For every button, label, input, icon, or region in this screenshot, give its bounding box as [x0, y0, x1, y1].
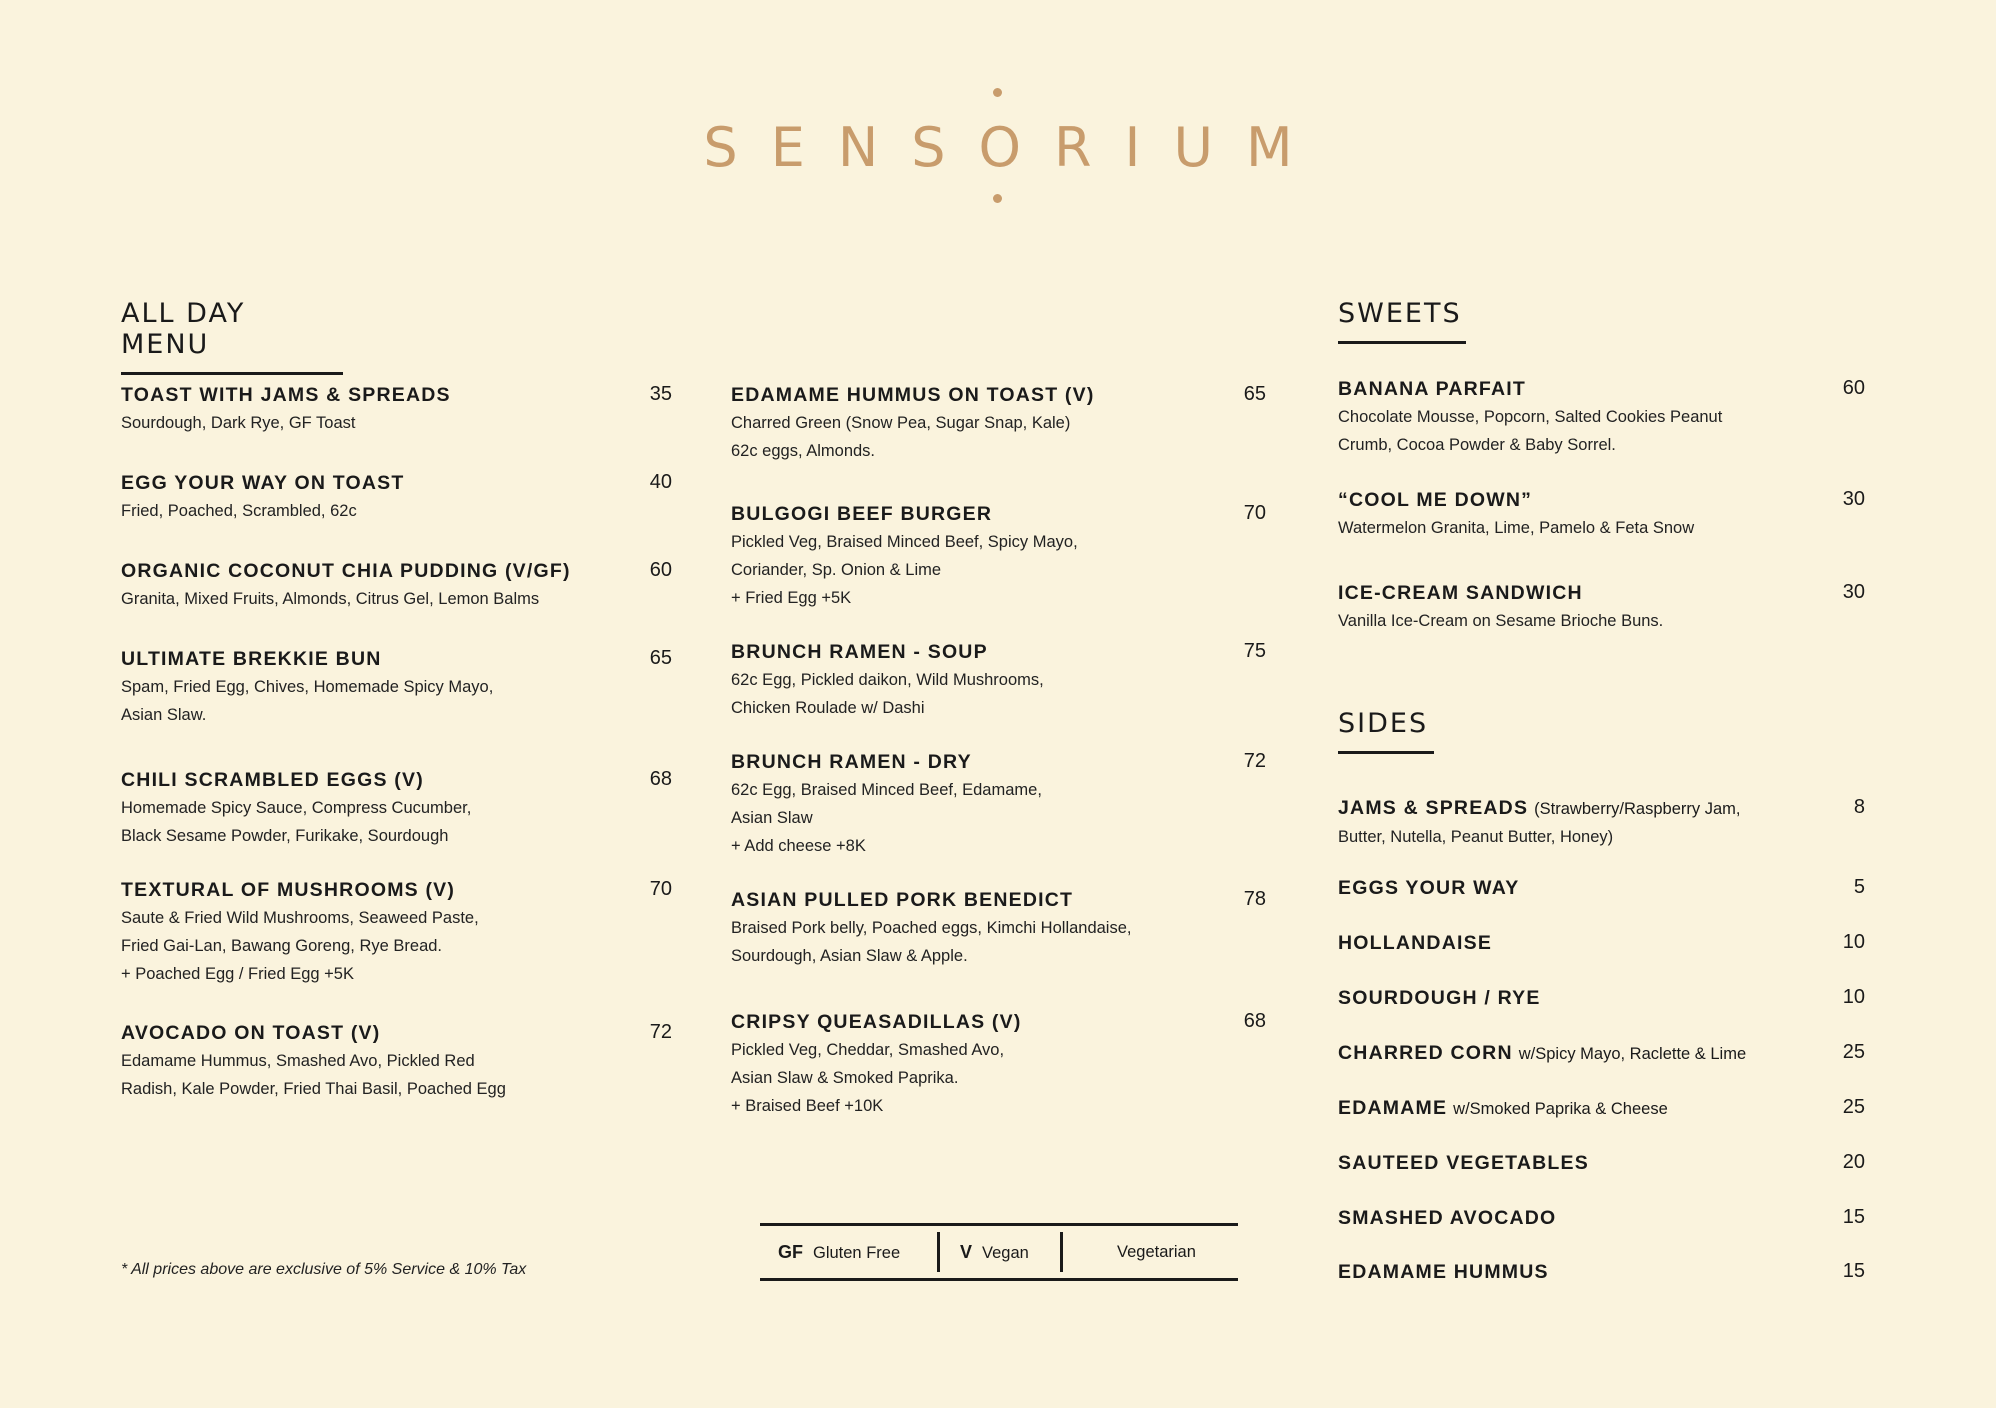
item-name: [1338, 581, 1865, 605]
item-inline-description: w/Spicy Mayo, Raclette & Lime: [1518, 1045, 1747, 1063]
item-price: 35: [649, 383, 672, 405]
item-description: Asian Slaw & Smoked Paprika.: [731, 1069, 959, 1087]
legend-vegetarian: [1117, 1226, 1196, 1278]
item-description: Sourdough, Asian Slaw & Apple.: [731, 947, 968, 965]
item-description: + Braised Beef +10K: [731, 1097, 884, 1115]
item-description: 62c Egg, Braised Minced Beef, Edamame,: [731, 781, 1042, 799]
item-name-text: BANANA PARFAIT: [1338, 378, 1526, 400]
item-name-text: EGGS YOUR WAY: [1338, 877, 1520, 899]
menu-item: [1338, 1206, 1865, 1230]
item-name: [1338, 377, 1865, 401]
item-price: 8: [1853, 796, 1865, 818]
menu-item: [731, 383, 1266, 465]
item-name: [731, 383, 1266, 407]
item-description: Fried Gai-Lan, Bawang Goreng, Rye Bread.: [121, 937, 443, 955]
item-name-text: TOAST WITH JAMS & SPREADS: [121, 384, 451, 406]
item-description: Braised Pork belly, Poached eggs, Kimchi Hollandaise,: [731, 919, 1132, 937]
item-name-text: “COOL ME DOWN”: [1338, 489, 1533, 511]
item-price: 65: [1243, 383, 1266, 405]
item-description: 62c Egg, Pickled daikon, Wild Mushrooms,: [731, 671, 1044, 689]
item-name: [121, 647, 672, 671]
item-name-text: SAUTEED VEGETABLES: [1338, 1152, 1589, 1174]
legend-gluten-free: [778, 1226, 900, 1278]
menu-item: [121, 559, 672, 613]
item-description: Radish, Kale Powder, Fried Thai Basil, Poached Egg: [121, 1080, 506, 1098]
item-description: Chocolate Mousse, Popcorn, Salted Cookies Peanut: [1338, 408, 1723, 426]
item-name: [121, 878, 672, 902]
section-title-sweets: SWEETS: [1338, 298, 1466, 344]
item-price: 60: [649, 559, 672, 581]
item-price: 30: [1842, 581, 1865, 603]
item-name: [121, 471, 672, 495]
item-name-text: EDAMAME HUMMUS ON TOAST (V): [731, 384, 1095, 406]
menu-item: [121, 383, 672, 437]
item-price: 25: [1842, 1041, 1865, 1063]
item-name-text: AVOCADO ON TOAST (V): [121, 1022, 381, 1044]
item-name-text: CRIPSY QUEASADILLAS (V): [731, 1011, 1022, 1033]
menu-item: [1338, 377, 1865, 459]
item-price: 30: [1842, 488, 1865, 510]
item-name: [1338, 1260, 1865, 1284]
menu-item: [121, 768, 672, 850]
item-description: Fried, Poached, Scrambled, 62c: [121, 502, 357, 520]
item-name: [1338, 488, 1865, 512]
item-description: Granita, Mixed Fruits, Almonds, Citrus Gel, Lemon Balms: [121, 590, 540, 608]
menu-item: [731, 888, 1266, 970]
item-price: 72: [649, 1021, 672, 1043]
item-name: [1338, 1151, 1865, 1175]
item-description: Charred Green (Snow Pea, Sugar Snap, Kale): [731, 414, 1071, 432]
item-description: Asian Slaw.: [121, 706, 207, 724]
item-description: + Fried Egg +5K: [731, 589, 852, 607]
item-name: [1338, 931, 1865, 955]
item-description: Pickled Veg, Cheddar, Smashed Avo,: [731, 1041, 1005, 1059]
item-description: Vanilla Ice-Cream on Sesame Brioche Buns.: [1338, 612, 1664, 630]
item-name-text: ASIAN PULLED PORK BENEDICT: [731, 889, 1074, 911]
item-inline-description: w/Smoked Paprika & Cheese: [1453, 1100, 1668, 1118]
item-description: Crumb, Cocoa Powder & Baby Sorrel.: [1338, 436, 1616, 454]
menu-item: [1338, 1041, 1865, 1066]
item-description: Saute & Fried Wild Mushrooms, Seaweed Paste,: [121, 909, 479, 927]
menu-item: [1338, 876, 1865, 900]
middle-menu-column: [731, 298, 1266, 1138]
sweets-column: [1338, 298, 1865, 638]
legend-divider: [1060, 1232, 1063, 1272]
item-name: [1338, 1041, 1865, 1066]
price-footnote: * All prices above are exclusive of 5% Service & 10% Tax: [121, 1261, 527, 1278]
item-price: 10: [1842, 986, 1865, 1008]
item-description: Edamame Hummus, Smashed Avo, Pickled Red: [121, 1052, 475, 1070]
menu-item: [121, 471, 672, 525]
item-price: 10: [1842, 931, 1865, 953]
legend-divider: [937, 1232, 940, 1272]
menu-item: [121, 878, 672, 988]
item-name-text: CHILI SCRAMBLED EGGS (V): [121, 769, 424, 791]
dietary-legend: [760, 1223, 1238, 1281]
brand-logo: [0, 82, 1996, 212]
item-name-text: BULGOGI BEEF BURGER: [731, 503, 993, 525]
item-price: 25: [1842, 1096, 1865, 1118]
item-description: Black Sesame Powder, Furikake, Sourdough: [121, 827, 449, 845]
item-name-text: BRUNCH RAMEN - SOUP: [731, 641, 988, 663]
item-price: 20: [1842, 1151, 1865, 1173]
item-description: + Add cheese +8K: [731, 837, 866, 855]
item-description: Sourdough, Dark Rye, GF Toast: [121, 414, 356, 432]
item-description: Pickled Veg, Braised Minced Beef, Spicy Mayo,: [731, 533, 1078, 551]
menu-item: [1338, 986, 1865, 1010]
item-name: [1338, 876, 1865, 900]
item-name: [731, 1010, 1266, 1034]
item-name: [121, 383, 672, 407]
item-description: 62c eggs, Almonds.: [731, 442, 876, 460]
item-name-text: SMASHED AVOCADO: [1338, 1207, 1557, 1229]
legend-label: Vegan: [982, 1244, 1029, 1262]
all-day-menu-column: [121, 298, 672, 1118]
legend-abbr: GF: [778, 1242, 803, 1262]
item-price: 70: [649, 878, 672, 900]
menu-item: [731, 750, 1266, 860]
menu-item: [1338, 488, 1865, 542]
item-price: 40: [649, 471, 672, 493]
item-price: 72: [1243, 750, 1266, 772]
item-name-text: ORGANIC COCONUT CHIA PUDDING (V/GF): [121, 560, 571, 582]
item-description: Coriander, Sp. Onion & Lime: [731, 561, 942, 579]
item-description: Butter, Nutella, Peanut Butter, Honey): [1338, 828, 1614, 846]
item-name-text: EGG YOUR WAY ON TOAST: [121, 472, 405, 494]
menu-item: [121, 1021, 672, 1103]
item-price: 68: [1243, 1010, 1266, 1032]
menu-item: [1338, 796, 1865, 851]
item-name: [731, 888, 1266, 912]
menu-item: [1338, 581, 1865, 635]
item-price: 60: [1842, 377, 1865, 399]
item-name-text: JAMS & SPREADS: [1338, 797, 1529, 819]
item-name-text: ICE-CREAM SANDWICH: [1338, 582, 1583, 604]
item-price: 15: [1842, 1260, 1865, 1282]
legend-vegan: [960, 1226, 1029, 1278]
item-description: + Poached Egg / Fried Egg +5K: [121, 965, 354, 983]
item-price: 68: [649, 768, 672, 790]
legend-label: Gluten Free: [813, 1244, 901, 1262]
item-name: [1338, 796, 1865, 821]
item-name: [121, 768, 672, 792]
item-price: 75: [1243, 640, 1266, 662]
item-price: 78: [1243, 888, 1266, 910]
legend-label: Vegetarian: [1117, 1243, 1196, 1261]
section-title-all-day: ALL DAY MENU: [121, 298, 343, 375]
legend-abbr: V: [960, 1242, 973, 1262]
item-price: 15: [1842, 1206, 1865, 1228]
item-name: [731, 640, 1266, 664]
item-name: [731, 502, 1266, 526]
menu-item: [1338, 1151, 1865, 1175]
menu-item: [121, 647, 672, 729]
item-price: 5: [1853, 876, 1865, 898]
item-description: Spam, Fried Egg, Chives, Homemade Spicy Mayo,: [121, 678, 494, 696]
item-inline-description: (Strawberry/Raspberry Jam,: [1534, 800, 1741, 818]
logo-dot-bottom: [993, 194, 1002, 203]
item-name-text: TEXTURAL OF MUSHROOMS (V): [121, 879, 456, 901]
item-name: [1338, 986, 1865, 1010]
sides-column: [1338, 708, 1865, 1298]
item-description: Chicken Roulade w/ Dashi: [731, 699, 925, 717]
item-price: 70: [1243, 502, 1266, 524]
item-name-text: EDAMAME: [1338, 1097, 1448, 1119]
item-name-text: EDAMAME HUMMUS: [1338, 1261, 1549, 1283]
item-description: Homemade Spicy Sauce, Compress Cucumber,: [121, 799, 472, 817]
item-name-text: CHARRED CORN: [1338, 1042, 1513, 1064]
item-name-text: HOLLANDAISE: [1338, 932, 1493, 954]
section-title-sides: SIDES: [1338, 708, 1434, 754]
item-name-text: BRUNCH RAMEN - DRY: [731, 751, 972, 773]
menu-item: [731, 640, 1266, 722]
logo-dot-top: [993, 88, 1002, 97]
menu-item: [731, 1010, 1266, 1120]
item-name: [121, 1021, 672, 1045]
item-description: Watermelon Granita, Lime, Pamelo & Feta Snow: [1338, 519, 1695, 537]
menu-item: [731, 502, 1266, 612]
item-name-text: ULTIMATE BREKKIE BUN: [121, 648, 382, 670]
menu-item: [1338, 931, 1865, 955]
item-name-text: SOURDOUGH / RYE: [1338, 987, 1541, 1009]
menu-item: [1338, 1096, 1865, 1121]
menu-item: [1338, 1260, 1865, 1284]
item-price: 65: [649, 647, 672, 669]
item-name: [1338, 1096, 1865, 1121]
item-description: Asian Slaw: [731, 809, 813, 827]
item-name: [1338, 1206, 1865, 1230]
item-name: [121, 559, 672, 583]
item-name: [731, 750, 1266, 774]
brand-name: SENSORIUM: [703, 116, 1326, 179]
